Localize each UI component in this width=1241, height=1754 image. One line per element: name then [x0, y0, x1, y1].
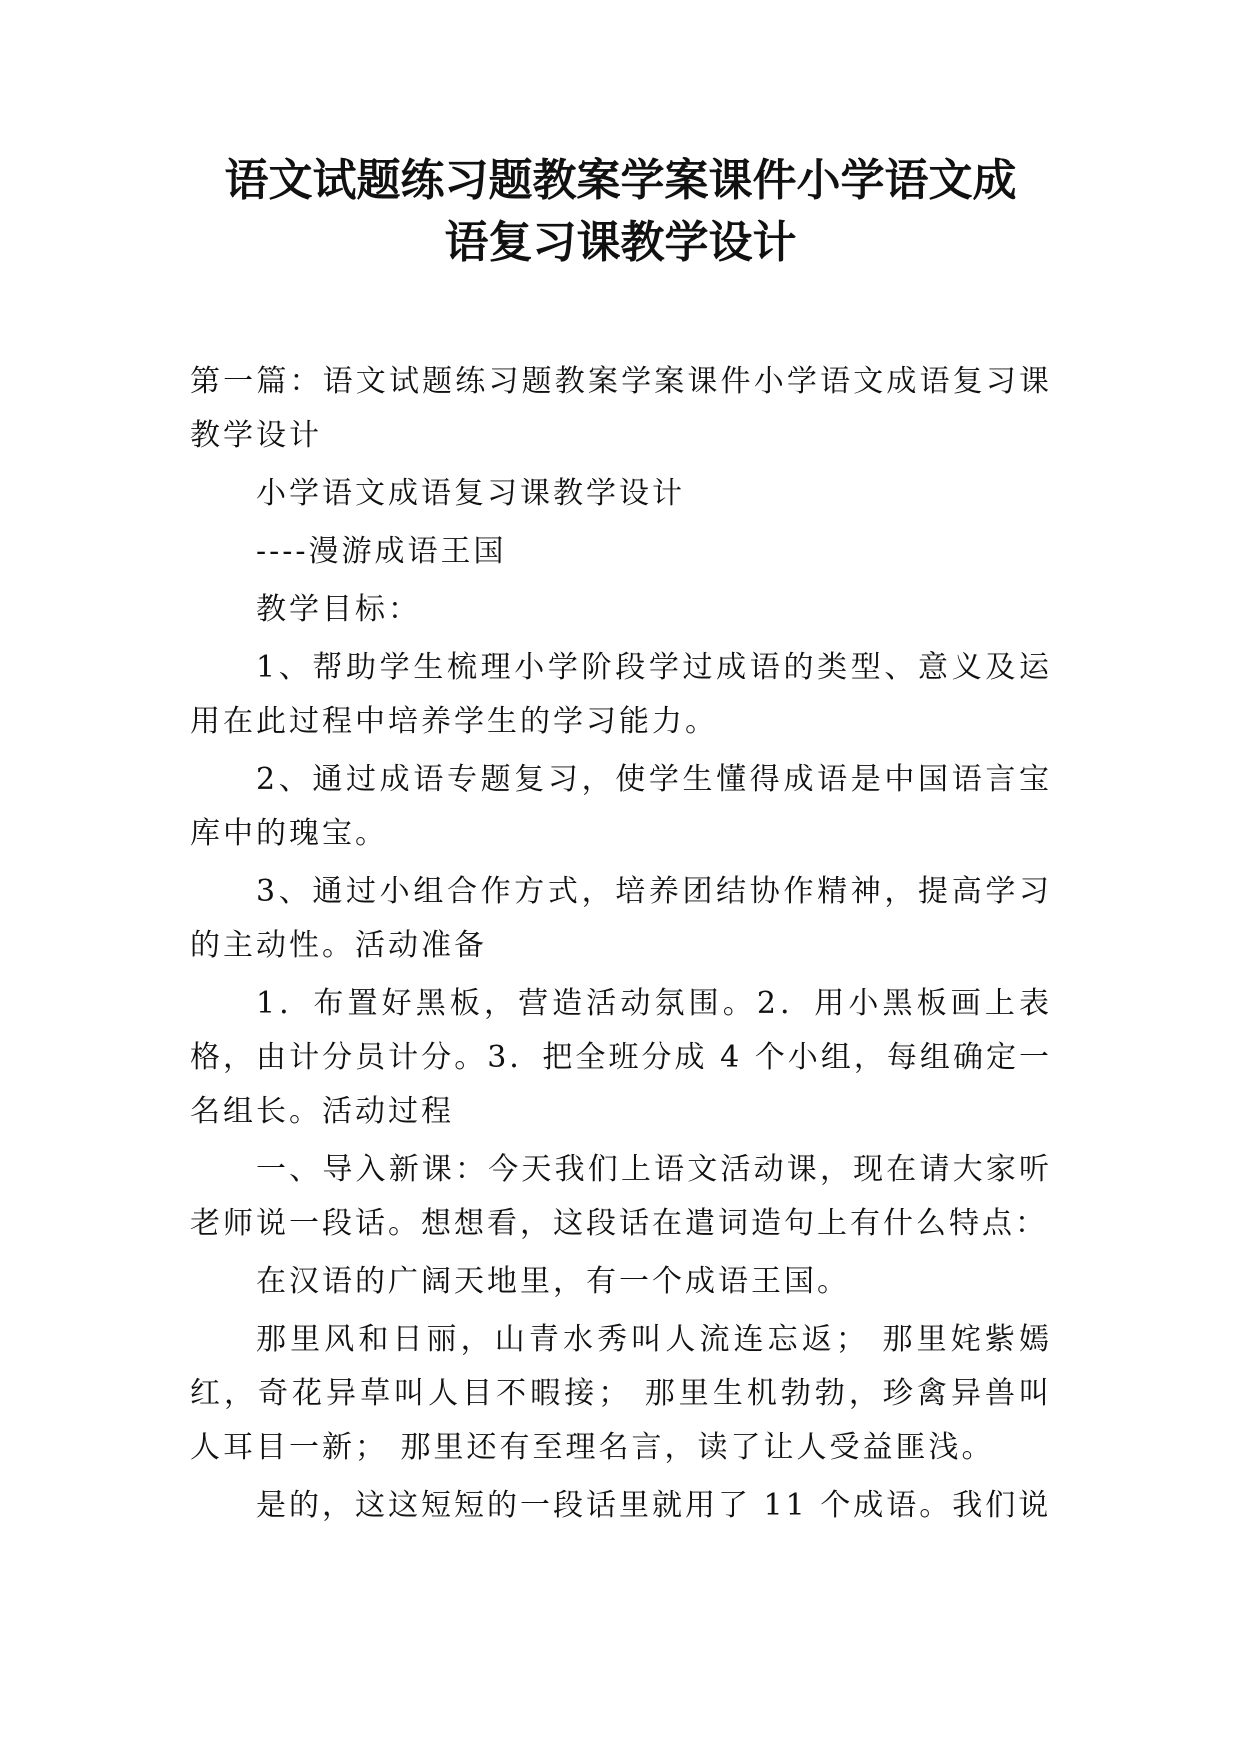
paragraph-quote-1: 在汉语的广阔天地里，有一个成语王国。	[256, 1264, 850, 1299]
paragraph-part-heading: 第一篇：语文试题练习题教案学案课件小学语文成语复习课教学设计	[190, 364, 1052, 453]
paragraph-goal-3: 3、通过小组合作方式，培养团结协作精神，提高学习的主动性。活动准备	[190, 874, 1052, 963]
paragraph-goal-1: 1、帮助学生梳理小学阶段学过成语的类型、意义及运用在此过程中培养学生的学习能力。	[190, 650, 1052, 739]
paragraph-subtitle: 小学语文成语复习课教学设计	[256, 476, 685, 511]
paragraph-theme: ----漫游成语王国	[256, 534, 507, 569]
document-body	[190, 355, 1052, 1537]
document-title	[150, 150, 1091, 274]
paragraph-intro: 一、导入新课：今天我们上语文活动课，现在请大家听老师说一段话。想想看，这段话在遣词造句上有什么特点：	[190, 1152, 1052, 1241]
paragraph-quote-2: 那里风和日丽，山青水秀叫人流连忘返； 那里姹紫嫣红，奇花异草叫人目不暇接； 那里生机勃勃，珍禽异兽叫人耳目一新； 那里还有至理名言，读了让人受益匪浅。	[190, 1322, 1052, 1465]
title-line-1: 语文试题练习题教案学案课件小学语文成	[224, 155, 1017, 206]
title-line-2: 语复习课教学设计	[444, 217, 797, 268]
paragraph-conclusion: 是的，这这短短的一段话里就用了 11 个成语。我们说	[256, 1488, 1052, 1523]
paragraph-preparation: 1．布置好黑板，营造活动氛围。2．用小黑板画上表格，由计分员计分。3．把全班分成 4 个小组，每组确定一名组长。活动过程	[190, 986, 1052, 1129]
paragraph-goals-heading: 教学目标：	[256, 592, 421, 627]
paragraph-goal-2: 2、通过成语专题复习，使学生懂得成语是中国语言宝库中的瑰宝。	[190, 762, 1052, 851]
